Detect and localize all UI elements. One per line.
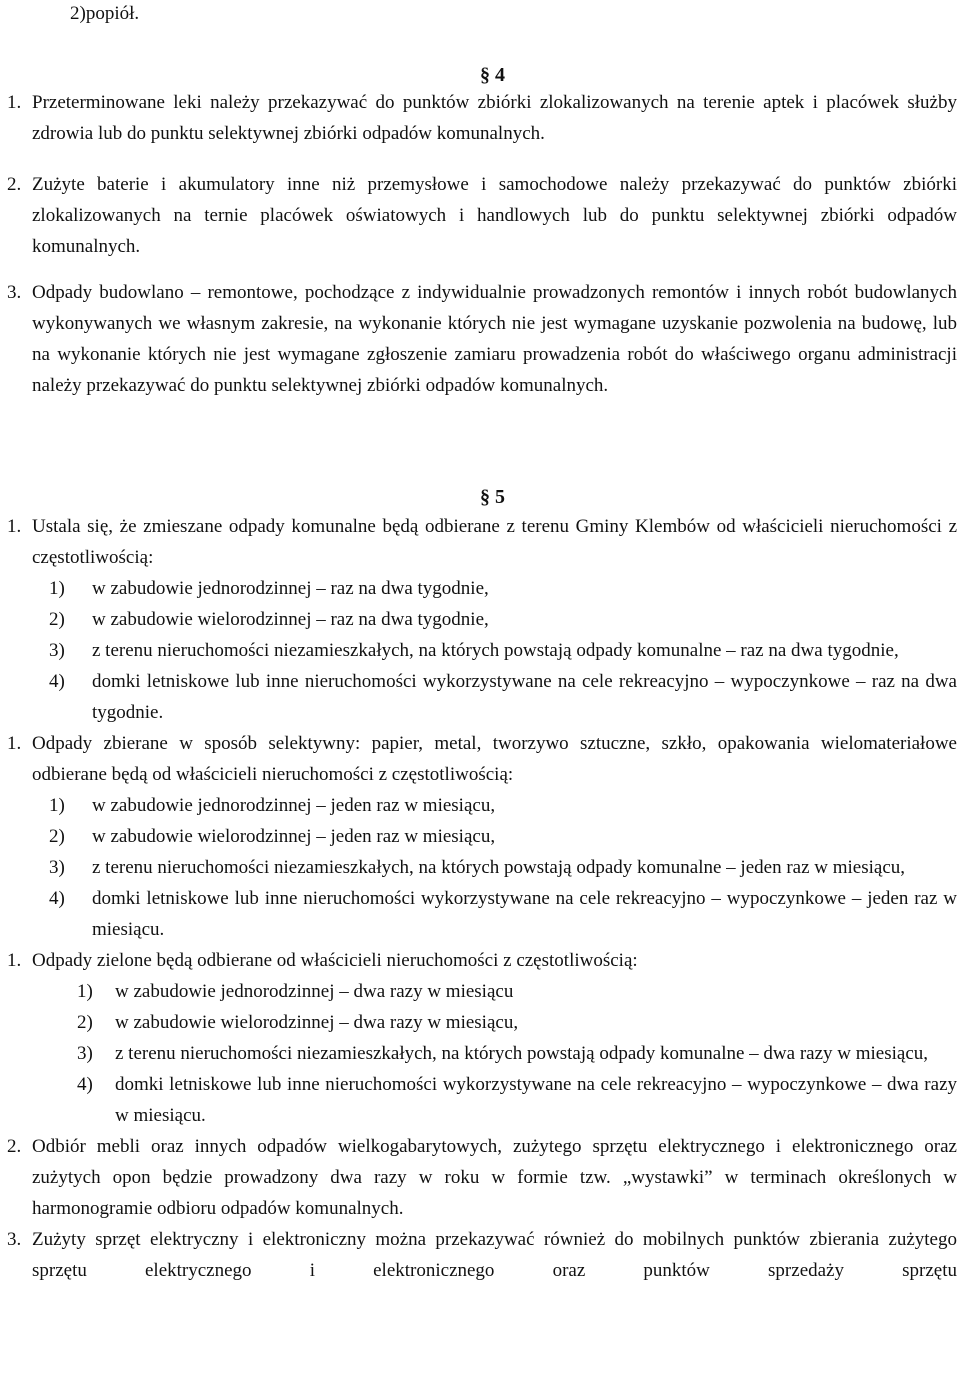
sub-item-text: z terenu nieruchomości niezamieszkałych, na których powstają odpady komunalne – raz na dwa tygodnie, xyxy=(92,640,899,661)
section-5-heading: § 5 xyxy=(480,486,505,508)
sub-item xyxy=(7,821,957,852)
sub-item xyxy=(7,666,957,728)
item-number: 1. xyxy=(7,733,22,754)
sub-item-text: z terenu nieruchomości niezamieszkałych, na których powstają odpady komunalne – jeden raz w miesiącu, xyxy=(92,857,906,878)
sub-item xyxy=(7,852,957,883)
sub-item-number: 4) xyxy=(49,888,65,909)
item-number: 2. xyxy=(7,1136,22,1157)
list-item xyxy=(7,277,957,401)
item-text: Odpady zbierane w sposób selektywny: papier, metal, tworzywo sztuczne, szkło, opakowania wielomateriałowe odbierane będą od właścicieli nieruchomości z częstotliwością: xyxy=(32,733,957,785)
item-text: Zużyte baterie i akumulatory inne niż przemysłowe i samochodowe należy przekazywać do punktów zbiórki zlokalizowanych na ternie placówek oświatowych i handlowych lub do punktu selektywnej zbiórki odpadów komunalnych. xyxy=(32,174,957,257)
sub-item-number: 1) xyxy=(49,795,65,816)
item-number: 3. xyxy=(7,282,22,303)
sub-item-text: w zabudowie wielorodzinnej – dwa razy w miesiącu, xyxy=(115,1012,519,1033)
list-item xyxy=(7,511,957,573)
list-item xyxy=(7,169,957,262)
sub-item-number: 1) xyxy=(77,981,93,1002)
list-item xyxy=(7,945,957,976)
sub-item xyxy=(7,1038,957,1069)
sub-item xyxy=(7,604,957,635)
sub-item-number: 4) xyxy=(77,1074,93,1095)
section-4-heading: § 4 xyxy=(480,64,505,86)
sub-item xyxy=(7,573,957,604)
item-number: 2. xyxy=(7,174,22,195)
sub-item-number: 2) xyxy=(77,1012,93,1033)
sub-item-text: w zabudowie jednorodzinnej – raz na dwa tygodnie, xyxy=(92,578,489,599)
sub-item-text: domki letniskowe lub inne nieruchomości wykorzystywane na cele rekreacyjno – wypoczynkowe – dwa razy w miesiącu. xyxy=(115,1074,957,1126)
sub-item xyxy=(7,976,957,1007)
section-4-body xyxy=(7,87,957,401)
sub-item xyxy=(7,635,957,666)
list-item xyxy=(7,1224,957,1286)
list-item xyxy=(7,1131,957,1224)
item-number: 1. xyxy=(7,92,22,113)
sub-item xyxy=(7,1069,957,1131)
sub-item-text: domki letniskowe lub inne nieruchomości wykorzystywane na cele rekreacyjno – wypoczynkowe – raz na dwa tygodnie. xyxy=(92,671,957,723)
sub-item-text: w zabudowie wielorodzinnej – jeden raz w miesiącu, xyxy=(92,826,496,847)
item-text: Przeterminowane leki należy przekazywać do punktów zbiórki zlokalizowanych na terenie aptek i placówek służby zdrowia lub do punktu selektywnej zbiórki odpadów komunalnych. xyxy=(32,92,957,144)
item-text: Odbiór mebli oraz innych odpadów wielkogabarytowych, zużytego sprzętu elektrycznego i elektronicznego oraz zużytych opon będzie prowadzony dwa razy w roku w formie tzw. „wystawki” w terminach określonych w harmonogramie odbioru odpadów komunalnych. xyxy=(32,1136,957,1219)
list-item xyxy=(7,728,957,790)
item-text: Odpady zielone będą odbierane od właścicieli nieruchomości z częstotliwością: xyxy=(32,950,638,971)
item-number: 1. xyxy=(7,950,22,971)
sub-item-text: w zabudowie jednorodzinnej – dwa razy w miesiącu xyxy=(115,981,514,1002)
top-fragment: 2)popiół. xyxy=(70,3,140,24)
item-text: Odpady budowlano – remontowe, pochodzące z indywidualnie prowadzonych remontów i innych robót budowlanych wykonywanych we własnym zakresie, na wykonanie których nie jest wymagane uzyskanie pozwolenia na budowę, lub na wykonanie których nie jest wymagane zgłoszenie zamiaru prowadzenia robót do właściwego organu administracji należy przekazywać do punktu selektywnej zbiórki odpadów komunalnych. xyxy=(32,282,957,396)
list-item xyxy=(7,87,957,149)
item-text: Ustala się, że zmieszane odpady komunalne będą odbierane z terenu Gminy Klembów od właścicieli nieruchomości z częstotliwością: xyxy=(32,516,957,568)
sub-item-number: 3) xyxy=(49,640,65,661)
sub-item xyxy=(7,1007,957,1038)
sub-item-number: 4) xyxy=(49,671,65,692)
sub-item xyxy=(7,790,957,821)
sub-item-number: 2) xyxy=(49,609,65,630)
sub-item-text: z terenu nieruchomości niezamieszkałych, na których powstają odpady komunalne – dwa razy w miesiącu, xyxy=(115,1043,929,1064)
sub-item-text: w zabudowie wielorodzinnej – raz na dwa tygodnie, xyxy=(92,609,489,630)
sub-item-number: 3) xyxy=(49,857,65,878)
sub-item xyxy=(7,883,957,945)
item-number: 1. xyxy=(7,516,22,537)
sub-item-number: 3) xyxy=(77,1043,93,1064)
sub-item-text: domki letniskowe lub inne nieruchomości wykorzystywane na cele rekreacyjno – wypoczynkowe – jeden raz w miesiącu. xyxy=(92,888,957,940)
sub-item-number: 1) xyxy=(49,578,65,599)
sub-item-number: 2) xyxy=(49,826,65,847)
section-5-body xyxy=(7,511,957,1286)
item-number: 3. xyxy=(7,1229,22,1250)
sub-item-text: w zabudowie jednorodzinnej – jeden raz w miesiącu, xyxy=(92,795,496,816)
item-text: Zużyty sprzęt elektryczny i elektroniczny można przekazywać również do mobilnych punktów zbierania zużytego sprzętu elektrycznego i elektronicznego oraz punktów sprzedaży sprzętu xyxy=(32,1229,957,1281)
